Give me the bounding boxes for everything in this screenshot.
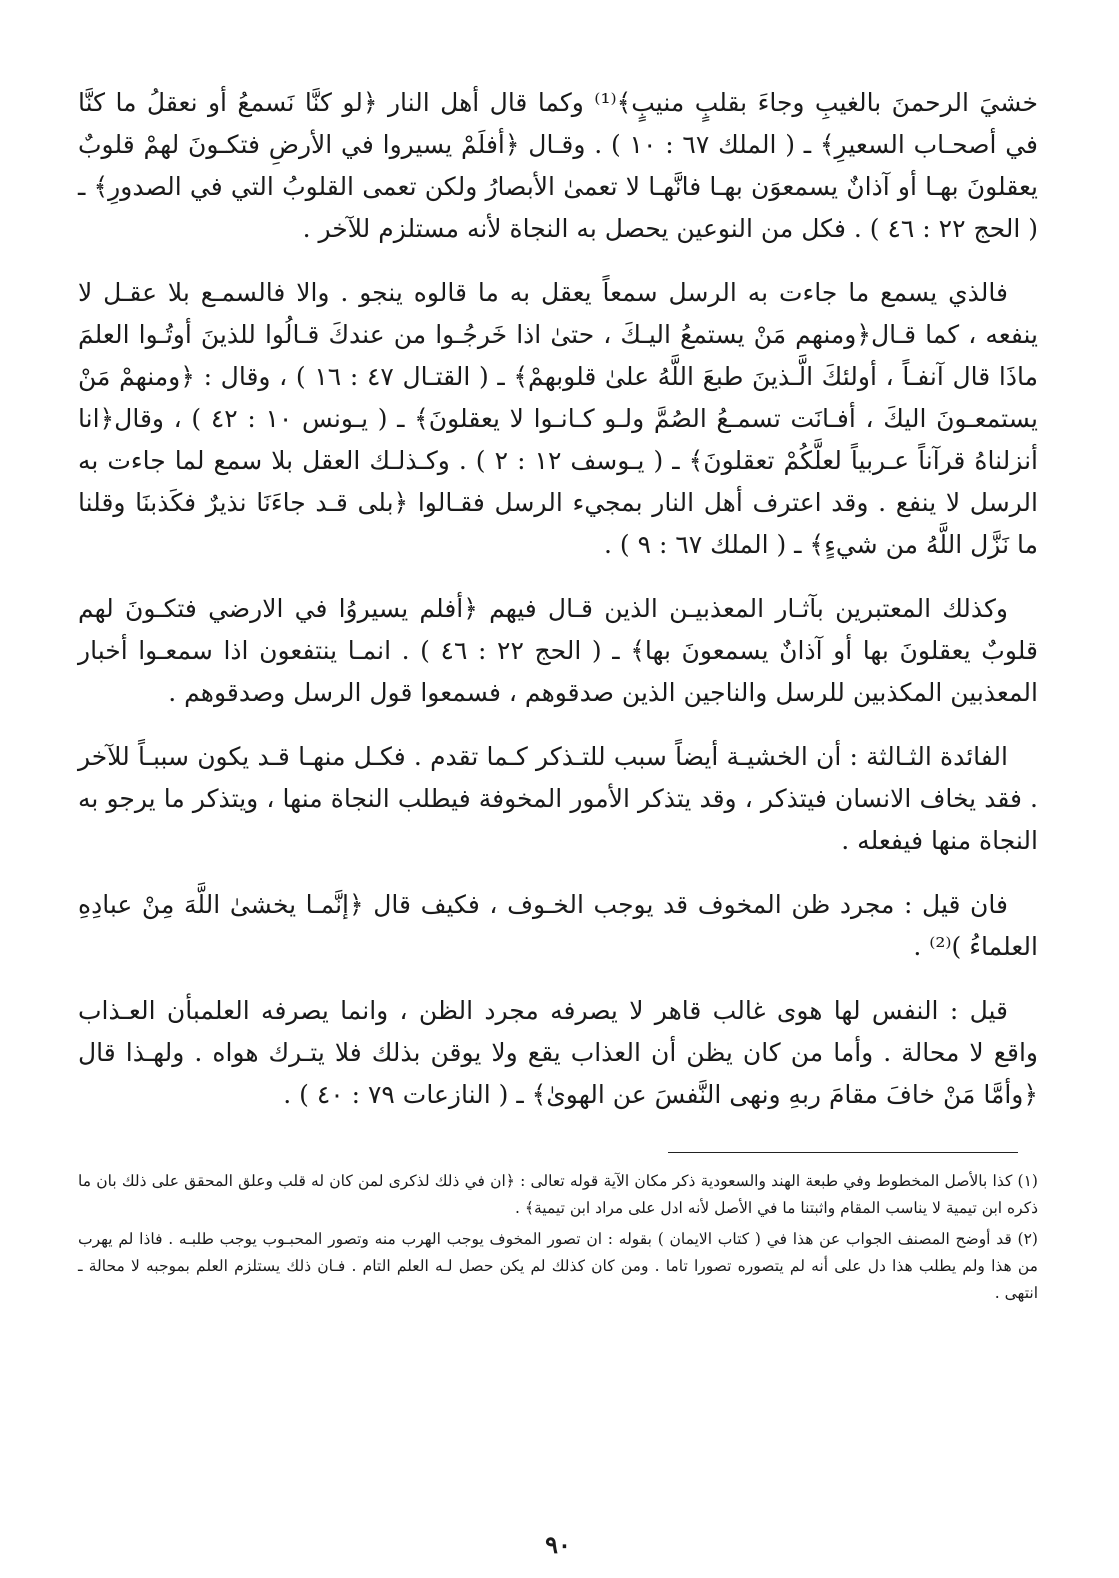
footnote-1 [78,1168,1038,1222]
paragraph-1: خشيَ الرحمنَ بالغيبِ وجاءَ بقلبٍ منيبٍ﴾⁽¹⁾ وكما قال أهل النار ﴿لو كنَّا نَسمعُ أو نعقلُ ما كنَّا في أصحـاب السعيرِ﴾ ـ ( الملك ٦٧ : ١٠ ) . وقـال ﴿أفلَمْ يسيروا في الأرضِ فتكـونَ لهمْ قلوبٌ يعقلونَ بهـا أو آذانٌ يسمعوَن بهـا فانَّهـا لا تعمىٰ الأبصارُ ولكن تعمى القلوبُ التي في الصدورِ﴾ ـ ( الحج ٢٢ : ٤٦ ) . فكل من النوعين يحصل به النجاة لأنه مستلزم للآخر . [78,88,1038,243]
footnotes [78,1168,1038,1307]
footnote-separator-wrap [78,1138,1038,1168]
footnote-2 [78,1226,1038,1307]
footnote-separator [668,1152,1018,1153]
book-page [78,82,1038,1562]
footnote-text: قد أوضح المصنف الجواب عن هذا في ( كتاب الايمان ) بقوله : ان تصور المخوف يوجب الهرب منه وتصور المحبـوب يوجب طلبـه . فاذا لم يهرب من هذا ولم يطلب هذا دل على أنه لم يتصوره تصورا تاما . ومن كان كذلك لم يكن حصل لـه العلم التام . فـان ذلك يستلزم العلم بموجبه لا محالة ـ انتهى . [78,1230,1038,1302]
footnote-marker: (١) [1017,1172,1038,1190]
paragraph-3: وكذلك المعتبرين بآثـار المعذبيـن الذين قـال فيهم ﴿أفلم يسيروُا في الارضي فتكـونَ لهم قلوبٌ يعقلونَ بها أو آذانٌ يسمعونَ بها﴾ ـ ( الحج ٢٢ : ٤٦ ) . انمـا ينتفعون اذا سمعـوا أخبار المعذبين المكذبين للرسل والناجين الذين صدقوهم ، فسمعوا قول الرسل وصدقوهم . [78,594,1038,707]
main-text [78,82,1038,1116]
paragraph-5: فان قيل : مجرد ظن المخوف قد يوجب الخـوف ، فكيف قال ﴿إنَّمـا يخشىٰ اللَّهَ مِنْ عبادِهِ العلماءُ )⁽²⁾ . [78,890,1038,961]
page-number: ٩٠ [545,1530,571,1559]
paragraph-6: قيل : النفس لها هوى غالب قاهر لا يصرفه مجرد الظن ، وانما يصرفه العلمبأن العـذاب واقع لا محالة . وأما من كان يظن أن العذاب يقع ولا يوقن بذلك فلا يتـرك هواه . ولهـذا قال ﴿وأمَّا مَنْ خافَ مقامَ ربهِ ونهى النَّفسَ عن الهوىٰ﴾ ـ ( النازعات ٧٩ : ٤٠ ) . [78,996,1038,1109]
footnote-text: كذا بالأصل المخطوط وفي طبعة الهند والسعودية ذكر مكان الآية قوله تعالى : ﴿ان في ذلك لذكرى لمن كان له قلب وعلق المحقق على ذلك بان ما ذكره ابن تيمية لا يناسب المقام واثبتنا ما في الأصل لأنه ادل على مراد ابن تيمية﴾ . [78,1172,1038,1217]
paragraph-4: الفائدة الثـالثة : أن الخشيـة أيضاً سبب للتـذكر كـما تقدم . فكـل منهـا قـد يكون سببـاً للآخر . فقد يخاف الانسان فيتذكر ، وقد يتذكر الأمور المخوفة فيطلب النجاة منها ، ويتذكر ما يرجو به النجاة منها فيفعله . [78,742,1038,855]
paragraph-2: فالذي يسمع ما جاءت به الرسل سمعاً يعقل به ما قالوه ينجو . والا فالسمـع بلا عقـل لا ينفعه ، كما قـال﴿ومنهم مَنْ يستمعُ اليـكَ ، حتىٰ اذا خَرجُـوا من عندكَ قـالُوا للذينَ أوتُـوا العلمَ ماذَا قال آنفـاً ، أولئكَ الَّـذينَ طبعَ اللَّهُ علىٰ قلوبهمْ﴾ ـ ( القتـال ٤٧ : ١٦ ) ، وقال : ﴿ومنهمْ مَنْ يستمعـونَ اليكَ ، أفـانَت تسمـعُ الصُمَّ ولـو كـانـوا لا يعقلونَ﴾ ـ ( يـونس ١٠ : ٤٢ ) ، وقال﴿انا أنزلناهُ قرآناً عـربياً لعلَّكُمْ تعقلونَ﴾ ـ ( يـوسف ١٢ : ٢ ) . وكـذلـك العقل بلا سمع لما جاءت به الرسل لا ينفع . وقد اعترف أهل النار بمجيء الرسل فقـالوا ﴿بلى قـد جاءَنَا نذيرٌ فكَذبنَا وقلنا ما نَزَّل اللَّهُ من شيءٍ﴾ ـ ( الملك ٦٧ : ٩ ) . [78,278,1038,559]
footnote-marker: (٢) [1017,1230,1038,1248]
